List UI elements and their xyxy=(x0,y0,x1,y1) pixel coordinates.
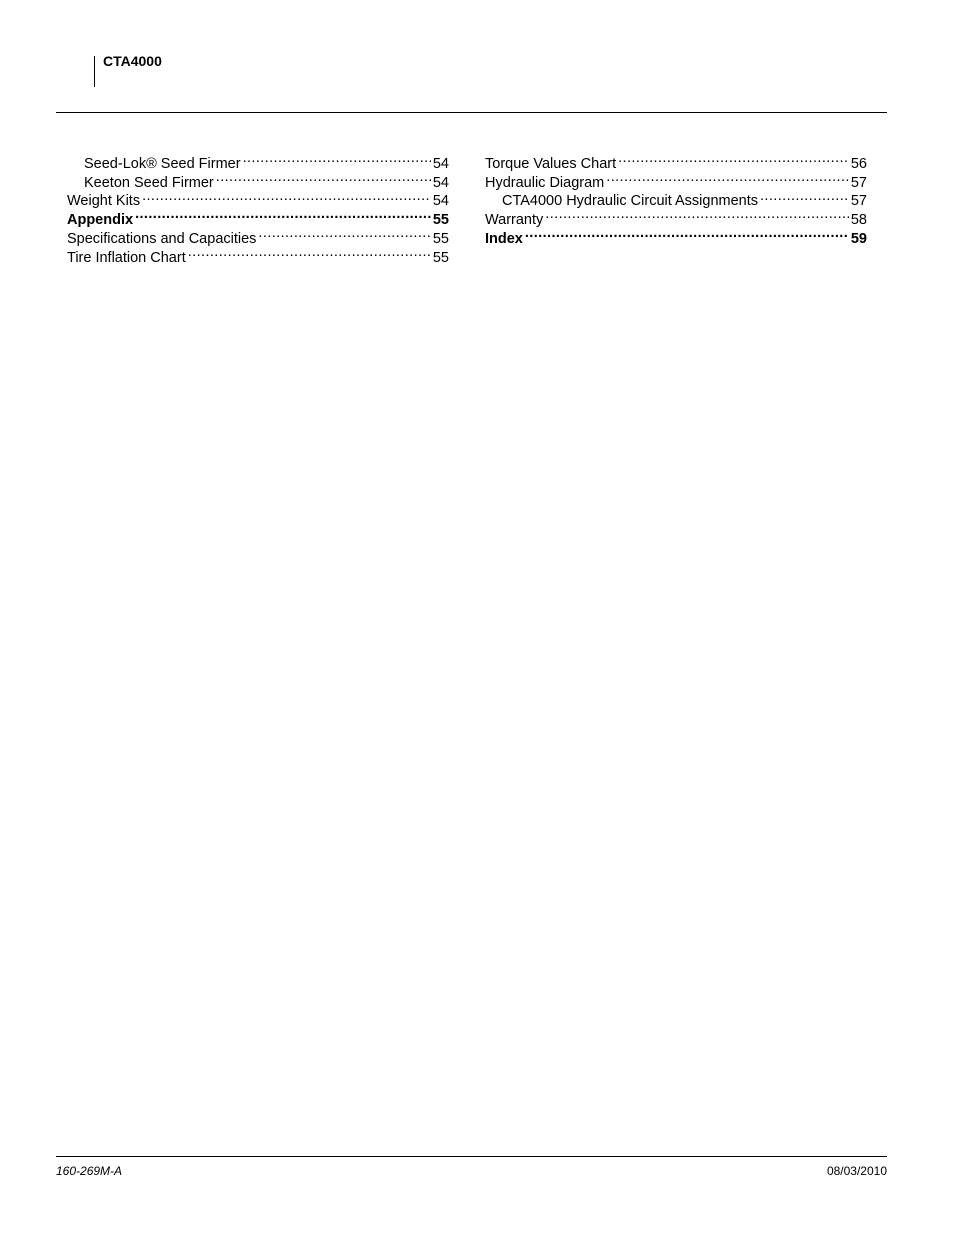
toc-entry-page: 55 xyxy=(432,212,449,229)
toc-entry-page: 54 xyxy=(432,155,449,172)
toc-entry-page: 55 xyxy=(432,230,449,247)
toc-column-right xyxy=(485,149,867,247)
toc-entry-page: 56 xyxy=(850,155,867,172)
header-rule xyxy=(56,112,887,113)
toc-dot-leader xyxy=(760,187,849,206)
toc-dot-leader xyxy=(525,224,849,243)
toc-entry-label: Torque Values Chart xyxy=(485,155,617,172)
toc-entry-label: Tire Inflation Chart xyxy=(67,249,186,266)
toc-entry-page: 55 xyxy=(432,249,449,266)
toc-entry-page: 59 xyxy=(850,230,867,247)
toc-entry-label: Keeton Seed Firmer xyxy=(84,174,214,191)
footer-doc-number: 160-269M-A xyxy=(56,1164,123,1178)
toc-entry[interactable] xyxy=(485,149,867,172)
toc-entry[interactable] xyxy=(67,149,449,172)
footer-rule xyxy=(56,1156,887,1157)
toc-entry-label: Index xyxy=(485,230,523,247)
toc-dot-leader xyxy=(216,168,431,187)
toc-entry-page: 57 xyxy=(850,174,867,191)
toc-entry-label: Hydraulic Diagram xyxy=(485,174,605,191)
toc-entry-label: CTA4000 Hydraulic Circuit Assignments xyxy=(502,193,758,210)
toc-dot-leader xyxy=(618,149,849,168)
toc-entry-page: 54 xyxy=(432,174,449,191)
toc-dot-leader xyxy=(243,149,431,168)
toc-entry-page: 54 xyxy=(432,193,449,210)
toc-dot-leader xyxy=(606,168,849,187)
toc-entry-label: Weight Kits xyxy=(67,193,141,210)
toc-entry-label: Seed-Lok® Seed Firmer xyxy=(84,155,241,172)
toc-entry-label: Appendix xyxy=(67,212,134,229)
toc-entry-page: 58 xyxy=(850,212,867,229)
toc-entry[interactable] xyxy=(485,224,867,247)
footer-date: 08/03/2010 xyxy=(826,1164,887,1178)
toc-column-left xyxy=(67,149,449,266)
toc-dot-leader xyxy=(545,205,849,224)
toc-entry-label: Specifications and Capacities xyxy=(67,230,257,247)
toc-entry-page: 57 xyxy=(850,193,867,210)
toc-dot-leader xyxy=(188,243,431,262)
toc-dot-leader xyxy=(142,187,431,206)
toc-entry-label: Warranty xyxy=(485,212,544,229)
page-header-title: CTA4000 xyxy=(103,53,162,69)
toc-dot-leader xyxy=(135,205,431,224)
toc-dot-leader xyxy=(258,224,430,243)
header-divider-bar xyxy=(94,56,95,87)
